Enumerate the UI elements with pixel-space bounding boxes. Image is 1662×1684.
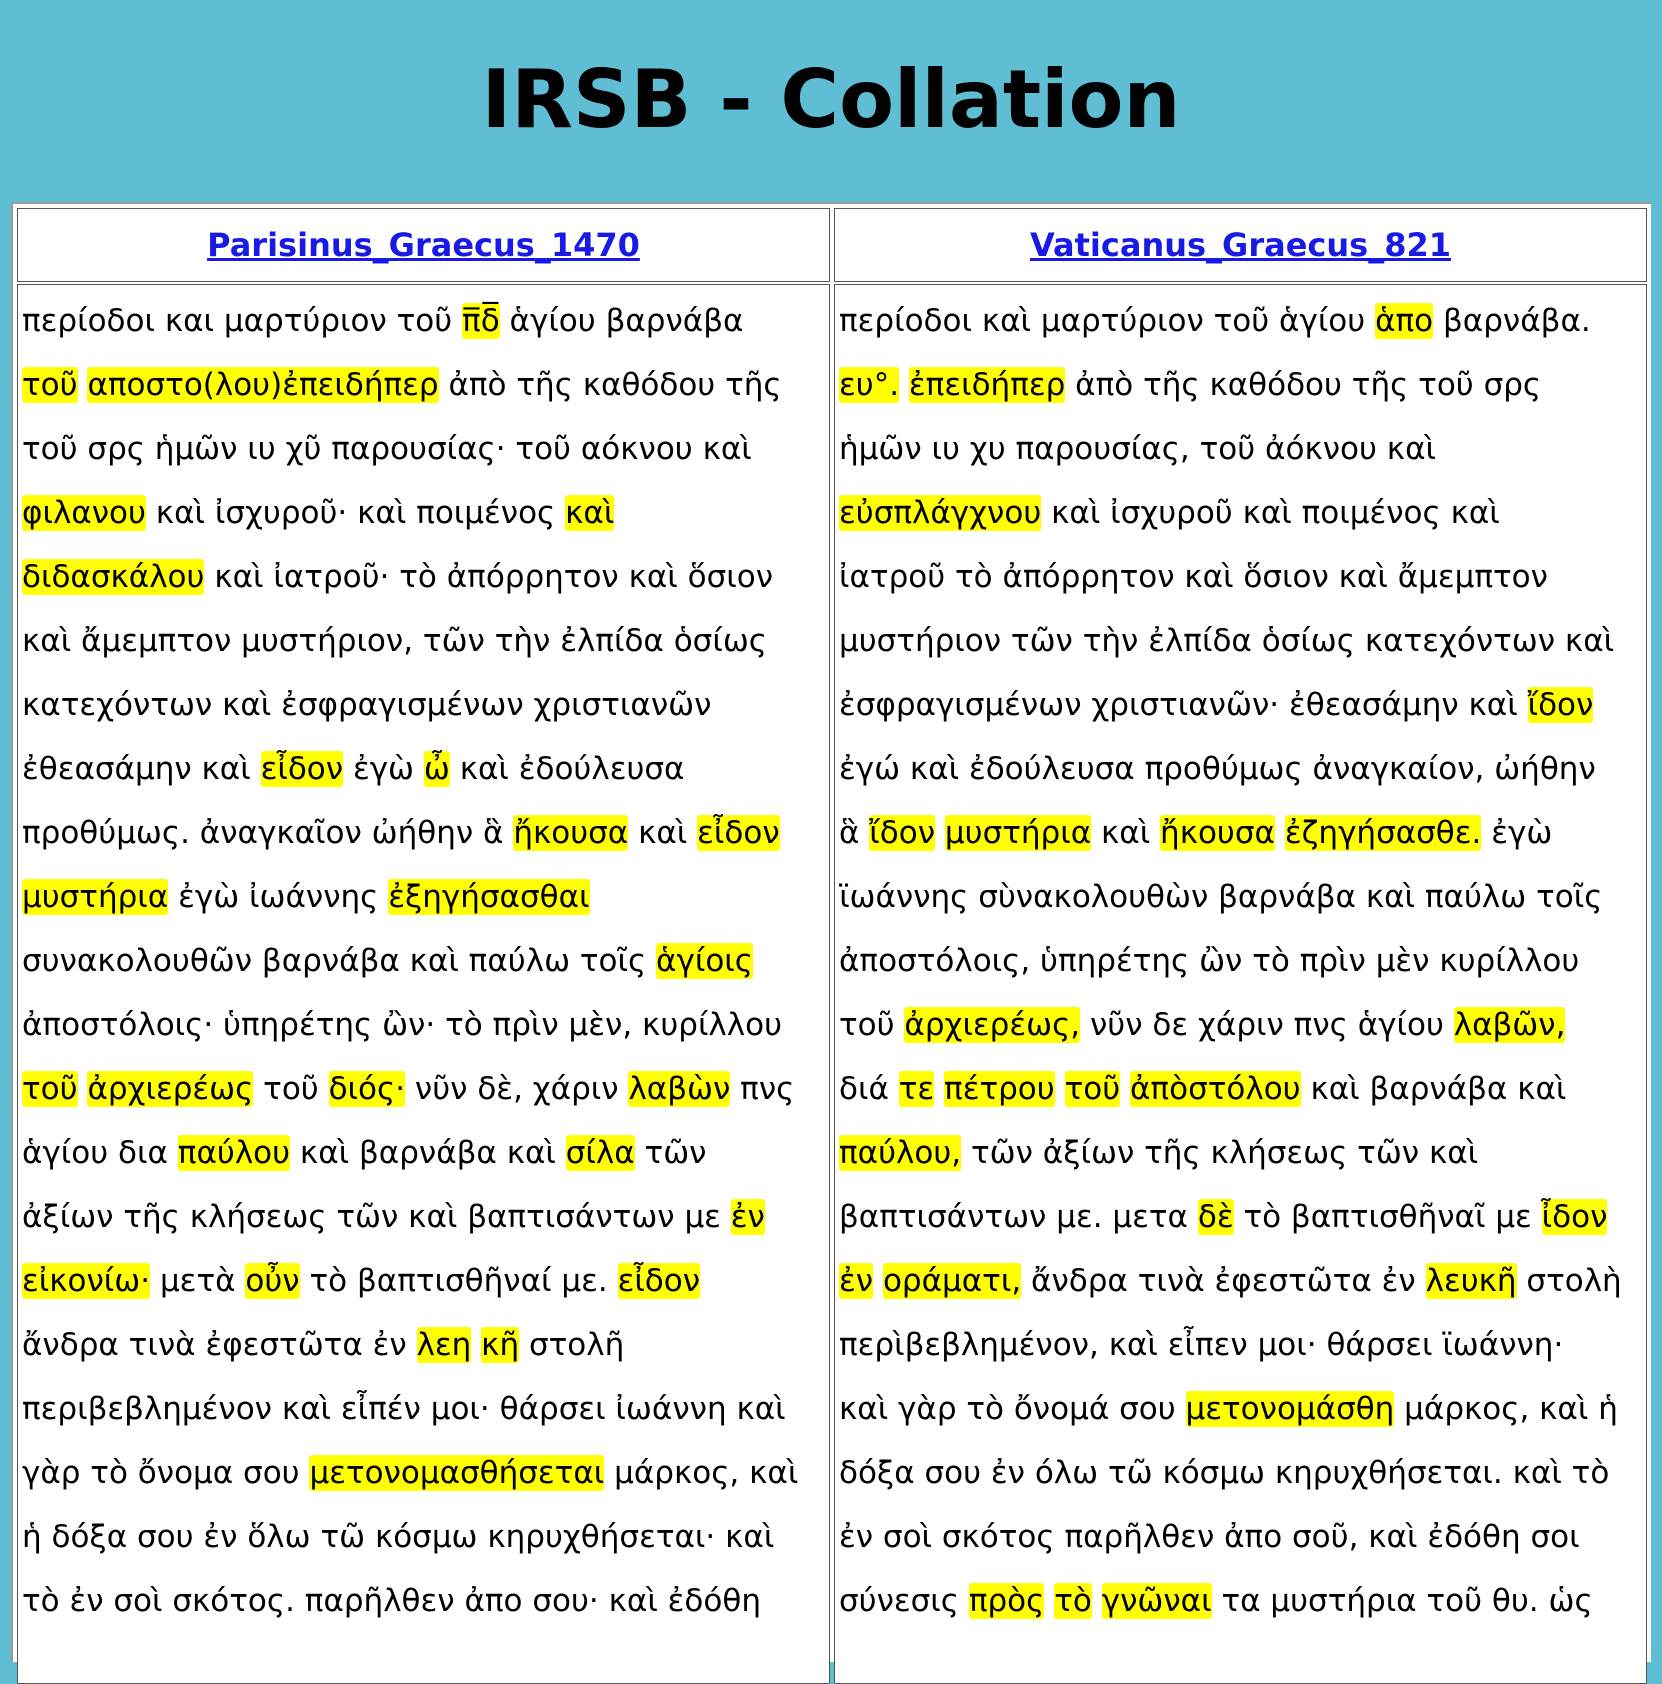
text-line — [839, 801, 1642, 865]
variant-reading: τοῦ — [22, 367, 78, 403]
text-line — [22, 801, 825, 865]
text-line — [839, 481, 1642, 545]
text-segment: μάρκος, καὶ — [604, 1455, 799, 1491]
variant-reading: δὲ — [1197, 1199, 1234, 1235]
variant-reading: ἴδον — [869, 815, 936, 851]
variant-reading: ευ°. — [839, 367, 900, 403]
variant-reading: καὶ — [565, 495, 615, 531]
variant-reading: ἁπο — [1375, 303, 1434, 339]
text-line — [22, 673, 825, 737]
variant-reading: διδασκάλου — [22, 559, 205, 595]
text-segment: ἐγὼ ἰωάννης — [168, 879, 389, 915]
text-line — [22, 1121, 825, 1185]
text-line — [839, 1249, 1642, 1313]
manuscript-link-parisinus[interactable]: Parisinus_Graecus_1470 — [207, 226, 640, 264]
text-segment: ἡ δόξα σου ἐν ὅλω τῶ κόσμω κηρυχθήσεται· καὶ — [22, 1519, 775, 1555]
variant-reading: ἀρχιερέως — [87, 1071, 254, 1107]
variant-reading: πέτρου — [944, 1071, 1055, 1107]
variant-reading: λευκῆ — [1425, 1263, 1517, 1299]
text-segment: ϊωάννης σὺνακολουθὼν βαρνάβα καὶ παύλω τοῖς — [839, 879, 1603, 915]
text-segment: περὶβεβλημένον, καὶ εἶπεν μοι· θάρσει ϊωάννη· — [839, 1327, 1564, 1363]
text-line — [839, 1057, 1642, 1121]
text-line — [22, 1249, 825, 1313]
text-line — [839, 993, 1642, 1057]
variant-reading: φιλανου — [22, 495, 146, 531]
text-line — [22, 865, 825, 929]
text-segment: ἐν σοὶ σκότος παρῆλθεν ἀπο σοῦ, καὶ ἐδόθη σοι — [839, 1519, 1580, 1555]
variant-reading: εἰκονίω· — [22, 1263, 151, 1299]
text-line — [22, 1313, 825, 1377]
text-segment: καὶ ἰσχυροῦ καὶ ποιμένος καὶ — [1041, 495, 1500, 531]
text-segment: τῶν — [634, 1135, 707, 1171]
variant-reading: ἐπειδήπερ — [908, 367, 1066, 403]
variant-reading: ἁγίοις — [656, 943, 753, 979]
text-segment: ἄνδρα τινὰ ἐφεστῶτα ἐν — [22, 1327, 417, 1363]
variant-reading: λεη — [416, 1327, 472, 1363]
variant-reading: αποστο(λου)ἐπειδήπερ — [87, 367, 439, 403]
variant-reading: εἶδον — [260, 751, 344, 787]
text-segment: καὶ — [628, 815, 698, 851]
text-line — [839, 609, 1642, 673]
variant-reading: λαβὼν — [628, 1071, 731, 1107]
text-segment: καὶ βαρνάβα καὶ — [1300, 1071, 1567, 1107]
manuscript-link-vaticanus[interactable]: Vaticanus_Graecus_821 — [1030, 226, 1451, 264]
text-segment: δόξα σου ἐν όλω τῶ κόσμω κηρυχθήσεται. καὶ τὸ — [839, 1455, 1610, 1491]
text-line — [839, 289, 1642, 353]
text-line — [22, 481, 825, 545]
text-segment: βαρνάβα. — [1433, 303, 1591, 339]
text-segment: ἐγὼ — [343, 751, 424, 787]
variant-reading: τοῦ — [1064, 1071, 1121, 1107]
text-line — [22, 1505, 825, 1569]
text-segment: καὶ βαρνάβα καὶ — [290, 1135, 566, 1171]
text-segment: μάρκος, καὶ ἡ — [1394, 1391, 1618, 1427]
text-segment — [78, 367, 88, 403]
variant-reading: σίλα — [565, 1135, 635, 1171]
text-segment: κατεχόντων καὶ ἐσφραγισμένων χριστιανῶν — [22, 687, 712, 723]
variant-reading: ἀρχιερέως, — [904, 1007, 1081, 1043]
text-segment: ἀξίων τῆς κλήσεως τῶν καὶ βαπτισάντων με — [22, 1199, 731, 1235]
text-line — [839, 737, 1642, 801]
text-segment: συνακολουθῶν βαρνάβα καὶ παύλω τοῖς — [22, 943, 657, 979]
variant-reading: οράματι, — [882, 1263, 1022, 1299]
variant-reading: εὐσπλάγχνου — [839, 495, 1042, 531]
variant-reading: διός· — [328, 1071, 406, 1107]
variant-reading: ἴδον — [1527, 687, 1594, 723]
text-segment: ἀπὸ τῆς καθόδου τῆς — [438, 367, 782, 403]
text-segment: μετὰ — [150, 1263, 246, 1299]
text-segment: ἐγώ καὶ ἐδούλευσα προθύμως ἀναγκαίον, ὠήθην — [839, 751, 1596, 787]
variant-reading: εἶδον — [697, 815, 780, 851]
text-segment: τῶν ἀξίων τῆς κλήσεως τῶν καὶ — [961, 1135, 1479, 1171]
text-line — [22, 929, 825, 993]
text-line — [839, 1569, 1642, 1633]
page-title: IRSB - Collation — [481, 53, 1181, 146]
text-column-parisinus — [17, 284, 830, 1684]
variant-reading: μυστήρια — [22, 879, 169, 915]
text-segment: τα μυστήρια τοῦ θυ. ὡς — [1211, 1583, 1593, 1619]
text-line — [22, 1377, 825, 1441]
text-segment: καὶ ἰατροῦ· τὸ ἀπόρρητον καὶ ὅσιον — [204, 559, 774, 595]
text-line — [839, 673, 1642, 737]
text-segment: ἀπὸ τῆς καθόδου τῆς τοῦ σρς — [1065, 367, 1542, 403]
text-segment — [471, 1327, 481, 1363]
text-segment: περιβεβλημένον καὶ εἶπέν μοι· θάρσει ἰωάννη καὶ — [22, 1391, 786, 1427]
variant-reading: ἀπὸστόλου — [1130, 1071, 1301, 1107]
text-segment: τὸ ἐν σοὶ σκότος. παρῆλθεν ἀπο σου· καὶ ἐδόθη — [22, 1583, 761, 1619]
text-segment: γὰρ τὸ ὄνομα σου — [22, 1455, 310, 1491]
column-header-parisinus — [17, 208, 830, 282]
text-segment: τοῦ σρς ἡμῶν ιυ χῦ παρουσίας· τοῦ αόκνου καὶ — [22, 431, 752, 467]
text-line — [22, 1185, 825, 1249]
text-line — [22, 545, 825, 609]
text-segment: ἁγίου δια — [22, 1135, 178, 1171]
text-segment — [1092, 1583, 1102, 1619]
text-segment: ἄνδρα τινὰ ἐφεστῶτα ἐν — [1021, 1263, 1426, 1299]
variant-reading: τὸ — [1054, 1583, 1092, 1619]
text-segment — [934, 1071, 944, 1107]
text-segment: στολὴ — [1516, 1263, 1622, 1299]
text-line — [839, 1185, 1642, 1249]
variant-reading: κῆ — [481, 1327, 520, 1363]
text-segment: βαπτισάντων με. μετα — [839, 1199, 1198, 1235]
text-segment: νῦν δε χάριν πνς ἁγίου — [1080, 1007, 1454, 1043]
variant-reading: τε — [898, 1071, 935, 1107]
variant-reading: μυστήρια — [944, 815, 1092, 851]
text-segment: ἐσφραγισμένων χριστιανῶν· ἐθεασάμην καὶ — [839, 687, 1528, 723]
text-line — [22, 289, 825, 353]
text-segment: περίοδοι και μαρτύριον τοῦ — [22, 303, 463, 339]
text-segment: καὶ γὰρ τὸ ὄνομά σου — [839, 1391, 1186, 1427]
column-header-vaticanus — [834, 208, 1647, 282]
text-segment: στολῆ — [519, 1327, 625, 1363]
text-line — [839, 1377, 1642, 1441]
variant-reading: γνῶναι — [1101, 1583, 1212, 1619]
text-line — [839, 865, 1642, 929]
variant-reading: π̅δ̅ — [462, 303, 500, 339]
text-line — [22, 417, 825, 481]
text-line — [22, 353, 825, 417]
text-segment — [1120, 1071, 1130, 1107]
variant-reading: παύλου — [177, 1135, 291, 1171]
text-segment: μυστήριον τῶν τὴν ἐλπίδα ὁσίως κατεχόντων καὶ — [839, 623, 1615, 659]
text-line — [839, 545, 1642, 609]
text-line — [839, 1505, 1642, 1569]
variant-reading: παύλου, — [839, 1135, 962, 1171]
text-line — [839, 1121, 1642, 1185]
variant-reading: ἐζηγήσασθε. — [1284, 815, 1482, 851]
variant-reading: πρὸς — [968, 1583, 1045, 1619]
variant-reading: μετονομασθήσεται — [309, 1455, 605, 1491]
text-segment: ἡμῶν ιυ χυ παρουσίας, τοῦ ἀόκνου καὶ — [839, 431, 1436, 467]
variant-reading: ἐν — [839, 1263, 874, 1299]
text-segment: τοῦ — [839, 1007, 905, 1043]
text-line — [839, 929, 1642, 993]
text-segment: ἐγὼ — [1481, 815, 1553, 851]
text-segment: καὶ ἰσχυροῦ· καὶ ποιμένος — [145, 495, 566, 531]
text-segment: ἀποστόλοις, ὑπηρέτης ὢν τὸ πρὶν μὲν κυρίλλου — [839, 943, 1580, 979]
text-segment — [1044, 1583, 1054, 1619]
variant-reading: εἶδον — [617, 1263, 701, 1299]
text-segment — [1275, 815, 1285, 851]
collation-table — [11, 202, 1651, 1662]
variant-reading: οὖν — [245, 1263, 300, 1299]
variant-reading: ἐξηγήσασθαι — [388, 879, 590, 915]
text-segment: καὶ ἄμεμπτον μυστήριον, τῶν τὴν ἐλπίδα ὁσίως — [22, 623, 767, 659]
text-segment: καὶ — [1091, 815, 1161, 851]
text-segment: περίοδοι καὶ μαρτύριον τοῦ ἁγίου — [839, 303, 1376, 339]
text-segment: τὸ βαπτισθῆναί με. — [299, 1263, 618, 1299]
text-line — [839, 417, 1642, 481]
text-segment — [899, 367, 909, 403]
text-segment — [1055, 1071, 1065, 1107]
text-segment: νῦν δὲ, χάριν — [405, 1071, 629, 1107]
text-segment: πνς — [730, 1071, 795, 1107]
text-segment: ἀποστόλοις· ὑπηρέτης ὢν· τὸ πρὶν μὲν, κυρίλλου — [22, 1007, 783, 1043]
text-line — [22, 737, 825, 801]
text-segment: τοῦ — [253, 1071, 329, 1107]
text-segment: διά — [839, 1071, 899, 1107]
variant-reading: ἶδον — [1541, 1199, 1608, 1235]
text-line — [839, 1313, 1642, 1377]
variant-reading: ἤκουσα — [1160, 815, 1275, 851]
text-segment: καὶ ἐδούλευσα — [449, 751, 685, 787]
variant-reading: ἐν — [730, 1199, 765, 1235]
text-line — [22, 1569, 825, 1633]
text-line — [22, 609, 825, 673]
variant-reading: τοῦ — [22, 1071, 78, 1107]
text-segment: ἃ — [839, 815, 870, 851]
text-segment — [78, 1071, 88, 1107]
text-line — [839, 1441, 1642, 1505]
text-line — [22, 1057, 825, 1121]
text-segment: προθύμως. ἀναγκαῖον ὠήθην ἃ — [22, 815, 514, 851]
variant-reading: λαβῶν, — [1453, 1007, 1566, 1043]
text-line — [22, 1441, 825, 1505]
variant-reading: ὦ — [423, 751, 450, 787]
variant-reading: ἤκουσα — [513, 815, 629, 851]
text-column-vaticanus — [834, 284, 1647, 1684]
text-line — [22, 993, 825, 1057]
text-segment: τὸ βαπτισθῆναῖ με — [1233, 1199, 1542, 1235]
variant-reading: μετονομάσθη — [1185, 1391, 1395, 1427]
text-segment: σύνεσις — [839, 1583, 969, 1619]
text-segment: ἁγίου βαρνάβα — [499, 303, 744, 339]
text-segment — [873, 1263, 883, 1299]
text-line — [839, 353, 1642, 417]
text-segment: ἰατροῦ τὸ ἀπόρρητον καὶ ὅσιον καὶ ἄμεμπτον — [839, 559, 1548, 595]
text-segment: ἐθεασάμην καὶ — [22, 751, 261, 787]
text-segment — [935, 815, 945, 851]
